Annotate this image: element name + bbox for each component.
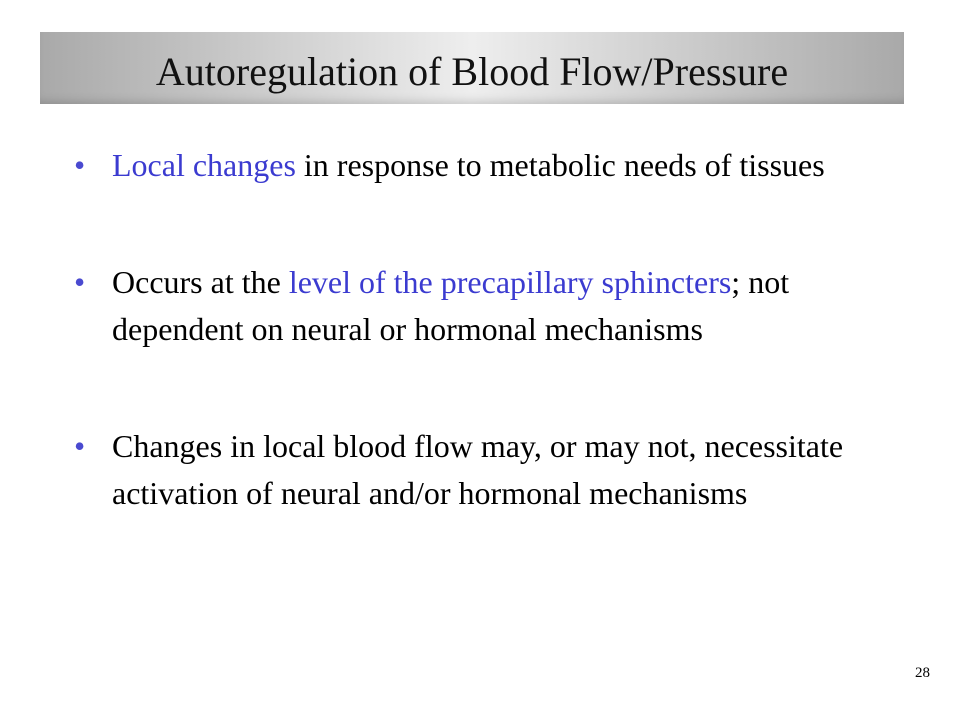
bullet-highlight: Local changes — [112, 147, 296, 183]
bullet-item — [74, 259, 884, 353]
bullet-marker: • — [74, 147, 86, 183]
bullet-lead: Occurs at the — [112, 264, 289, 300]
bullet-item — [74, 423, 884, 517]
bullet-marker: • — [74, 428, 86, 464]
bullet-text: ; not dependent on neural or hormonal mechanisms — [112, 264, 790, 347]
bullet-highlight: level of the precapillary sphincters — [288, 264, 732, 300]
bullet-text: Changes in local blood flow may, or may not, necessitate activation of neural and/or hormonal mechanisms — [112, 428, 844, 511]
bullet-text: in response to metabolic needs of tissues — [295, 147, 825, 183]
slide-title: Autoregulation of Blood Flow/Pressure — [155, 49, 789, 94]
bullet-marker: • — [74, 264, 86, 300]
slide-number: 28 — [915, 665, 930, 681]
bullet-list — [74, 142, 884, 517]
bullet-item — [74, 142, 884, 189]
title-bar — [40, 32, 904, 104]
